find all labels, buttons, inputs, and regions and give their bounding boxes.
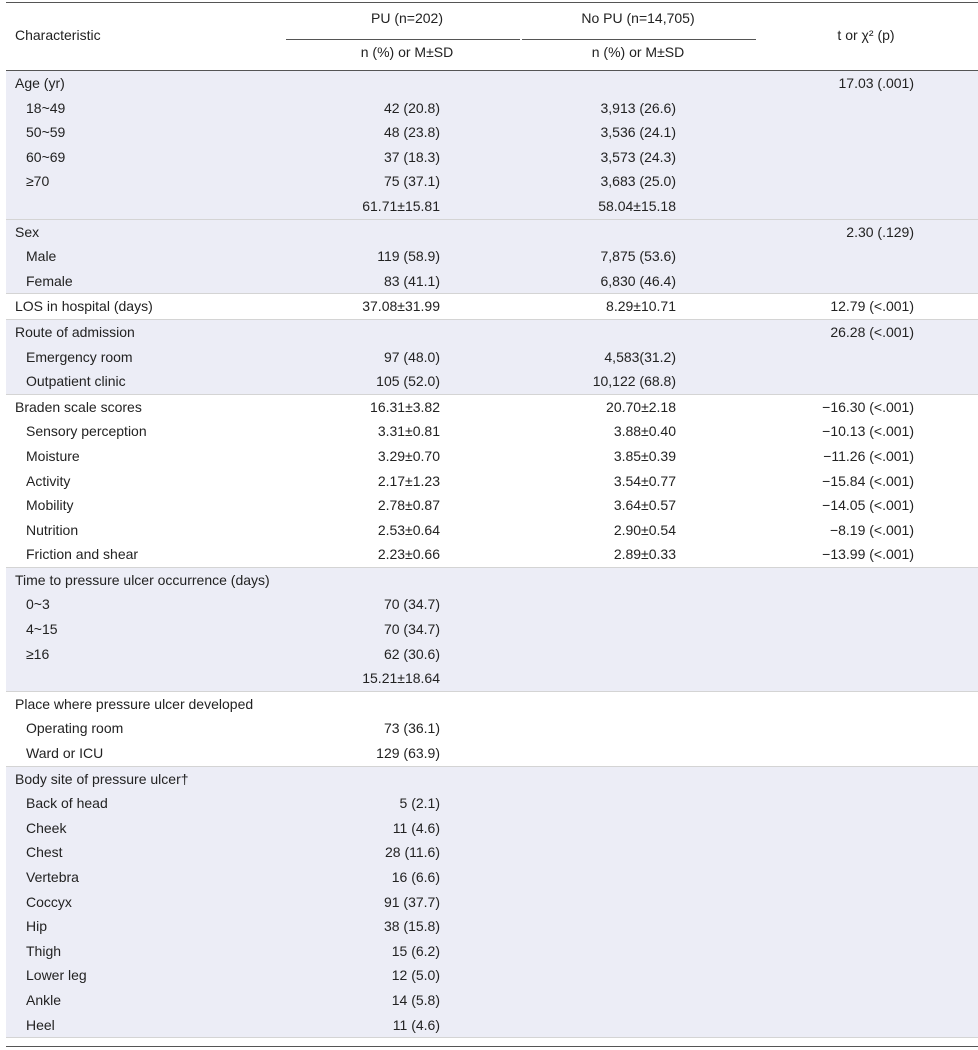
header-nopu-group: No PU (n=14,705) — [581, 10, 695, 26]
table-body — [6, 71, 978, 1038]
row-label: Sensory perception — [26, 423, 147, 440]
row-label: Route of admission — [15, 323, 135, 340]
pu-value: 16.31±3.82 — [370, 398, 440, 415]
stat-value: 2.30 (.129) — [846, 223, 914, 240]
row-label: Age (yr) — [15, 75, 65, 91]
table-row — [6, 244, 978, 269]
row-label: Back of head — [26, 795, 108, 812]
row-label: Female — [26, 272, 73, 289]
table-row — [6, 666, 978, 691]
table-row — [6, 395, 978, 420]
row-label: 18~49 — [26, 99, 66, 116]
table-row — [6, 767, 978, 792]
row-label: Coccyx — [26, 893, 72, 910]
nopu-value: 3.88±0.40 — [613, 423, 676, 440]
row-label: Place where pressure ulcer developed — [15, 695, 254, 712]
nopu-value: 3,683 (25.0) — [600, 173, 676, 190]
table-row — [6, 939, 978, 964]
pu-value: 5 (2.1) — [399, 795, 440, 812]
row-label: Chest — [26, 844, 63, 861]
stat-value: −11.26 (<.001) — [823, 447, 914, 464]
pu-group-underline — [286, 39, 520, 40]
pu-value: 61.71±15.81 — [362, 197, 440, 214]
row-label: Sex — [15, 223, 40, 240]
table-row — [6, 220, 978, 245]
pu-value: 2.23±0.66 — [377, 546, 440, 563]
stat-value: −16.30 (<.001) — [822, 398, 914, 415]
table-row — [6, 71, 978, 96]
nopu-value: 6,830 (46.4) — [600, 272, 676, 289]
row-label: 60~69 — [26, 148, 66, 165]
header-stat: t or χ² (p) — [837, 27, 895, 43]
row-group — [6, 568, 978, 692]
pu-value: 3.29±0.70 — [377, 447, 440, 464]
table-row — [6, 518, 978, 543]
pu-value: 37.08±31.99 — [362, 298, 440, 315]
nopu-value: 3.64±0.57 — [613, 497, 676, 514]
row-label: Thigh — [26, 942, 62, 959]
pu-value: 16 (6.6) — [391, 869, 440, 885]
table-row — [6, 642, 978, 667]
row-label: Operating room — [26, 720, 124, 737]
row-label: ≥70 — [26, 173, 50, 190]
row-label: Ankle — [26, 991, 62, 1008]
header-pu-group: PU (n=202) — [371, 10, 443, 26]
pu-value: 2.78±0.87 — [377, 497, 440, 514]
stat-value: 17.03 (.001) — [838, 75, 914, 91]
row-label: 0~3 — [26, 596, 50, 613]
nopu-value: 58.04±15.18 — [598, 197, 676, 214]
table-row — [6, 194, 978, 219]
stat-value: 26.28 (<.001) — [830, 323, 914, 340]
stat-value: −10.13 (<.001) — [822, 423, 914, 440]
row-label: Time to pressure ulcer occurrence (days) — [15, 571, 270, 588]
table-row — [6, 269, 978, 294]
pu-value: 97 (48.0) — [383, 348, 440, 365]
pu-value: 42 (20.8) — [383, 99, 440, 116]
row-label: Lower leg — [26, 967, 87, 984]
table-row — [6, 617, 978, 642]
row-group — [6, 395, 978, 568]
table-row — [6, 592, 978, 617]
row-label: 50~59 — [26, 124, 66, 141]
row-label: Ward or ICU — [26, 745, 104, 762]
pu-value: 70 (34.7) — [383, 621, 440, 638]
header-sub-pu: n (%) or M±SD — [360, 44, 454, 60]
table-row — [6, 791, 978, 816]
table-row — [6, 96, 978, 121]
row-label: 4~15 — [26, 621, 58, 638]
pu-value: 105 (52.0) — [376, 373, 440, 390]
row-label: Heel — [26, 1016, 55, 1033]
nopu-value: 20.70±2.18 — [606, 398, 676, 415]
nopu-value: 3,573 (24.3) — [600, 148, 676, 165]
table-row — [6, 890, 978, 915]
row-label: Vertebra — [26, 869, 79, 885]
nopu-value: 3,536 (24.1) — [600, 124, 676, 141]
row-label: Emergency room — [26, 348, 133, 365]
row-label: Moisture — [26, 447, 80, 464]
pu-value: 62 (30.6) — [383, 645, 440, 662]
table-header — [6, 3, 978, 70]
table-row — [6, 865, 978, 890]
stat-value: 12.79 (<.001) — [830, 298, 914, 315]
row-group — [6, 692, 978, 767]
bottom-rule — [6, 1046, 978, 1047]
stat-value: −14.05 (<.001) — [822, 497, 914, 514]
row-label: Body site of pressure ulcer† — [15, 770, 189, 787]
pu-value: 75 (37.1) — [383, 173, 440, 190]
table-row — [6, 816, 978, 841]
row-label: LOS in hospital (days) — [15, 298, 153, 315]
nopu-value: 7,875 (53.6) — [600, 248, 676, 265]
stat-value: −13.99 (<.001) — [822, 546, 914, 563]
pu-value: 3.31±0.81 — [377, 423, 440, 440]
row-label: Male — [26, 248, 57, 265]
nopu-value: 3.54±0.77 — [613, 472, 676, 489]
table-row — [6, 741, 978, 766]
row-label: ≥16 — [26, 645, 50, 662]
table-row — [6, 120, 978, 145]
pu-value: 48 (23.8) — [383, 124, 440, 141]
pu-value: 15.21±18.64 — [362, 670, 440, 687]
row-label: Hip — [26, 918, 48, 935]
table-row — [6, 369, 978, 394]
pu-value: 2.17±1.23 — [377, 472, 440, 489]
table-row — [6, 692, 978, 717]
pu-value: 70 (34.7) — [383, 596, 440, 613]
pu-value: 14 (5.8) — [391, 991, 440, 1008]
row-label: Nutrition — [26, 521, 79, 538]
table-row — [6, 294, 978, 319]
row-group — [6, 320, 978, 395]
stat-value: −15.84 (<.001) — [822, 472, 914, 489]
stat-value: −8.19 (<.001) — [829, 521, 914, 538]
nopu-value: 3.85±0.39 — [613, 447, 676, 464]
pu-value: 38 (15.8) — [383, 918, 440, 935]
pu-value: 73 (36.1) — [383, 720, 440, 737]
table-row — [6, 345, 978, 370]
row-label: Outpatient clinic — [26, 373, 126, 390]
table-row — [6, 542, 978, 567]
table-row — [6, 444, 978, 469]
table-row — [6, 716, 978, 741]
pu-value: 119 (58.9) — [377, 248, 440, 265]
pu-value: 2.53±0.64 — [377, 521, 440, 538]
pu-value: 28 (11.6) — [385, 844, 440, 861]
row-label: Braden scale scores — [15, 398, 142, 415]
header-sub-nopu: n (%) or M±SD — [591, 44, 685, 60]
table-row — [6, 419, 978, 444]
pu-value: 91 (37.7) — [383, 893, 440, 910]
table-row — [6, 169, 978, 194]
nopu-group-underline — [522, 39, 756, 40]
table-row — [6, 1013, 978, 1038]
pu-value: 15 (6.2) — [391, 942, 440, 959]
header-characteristic: Characteristic — [15, 27, 101, 43]
table-row — [6, 568, 978, 593]
table-row — [6, 145, 978, 170]
row-label: Cheek — [26, 819, 67, 836]
row-label: Mobility — [26, 497, 74, 514]
row-label: Activity — [26, 472, 71, 489]
pu-value: 12 (5.0) — [391, 967, 440, 984]
pu-value: 37 (18.3) — [383, 148, 440, 165]
pu-value: 83 (41.1) — [383, 272, 440, 289]
nopu-value: 3,913 (26.6) — [600, 99, 676, 116]
nopu-value: 4,583(31.2) — [604, 348, 676, 365]
row-label: Friction and shear — [26, 546, 139, 563]
row-group — [6, 767, 978, 1039]
pu-value: 11 (4.6) — [392, 1016, 440, 1033]
nopu-value: 2.90±0.54 — [613, 521, 676, 538]
nopu-value: 10,122 (68.8) — [592, 373, 676, 390]
table-row — [6, 840, 978, 865]
pu-value: 129 (63.9) — [376, 745, 440, 762]
pu-value: 11 (4.6) — [392, 819, 440, 836]
row-group — [6, 71, 978, 220]
nopu-value: 8.29±10.71 — [606, 298, 676, 315]
nopu-value: 2.89±0.33 — [613, 546, 676, 563]
table-row — [6, 320, 978, 345]
table-row — [6, 963, 978, 988]
table-row — [6, 469, 978, 494]
row-group — [6, 220, 978, 295]
table-row — [6, 988, 978, 1013]
table-row — [6, 493, 978, 518]
row-group — [6, 294, 978, 320]
table-row — [6, 914, 978, 939]
